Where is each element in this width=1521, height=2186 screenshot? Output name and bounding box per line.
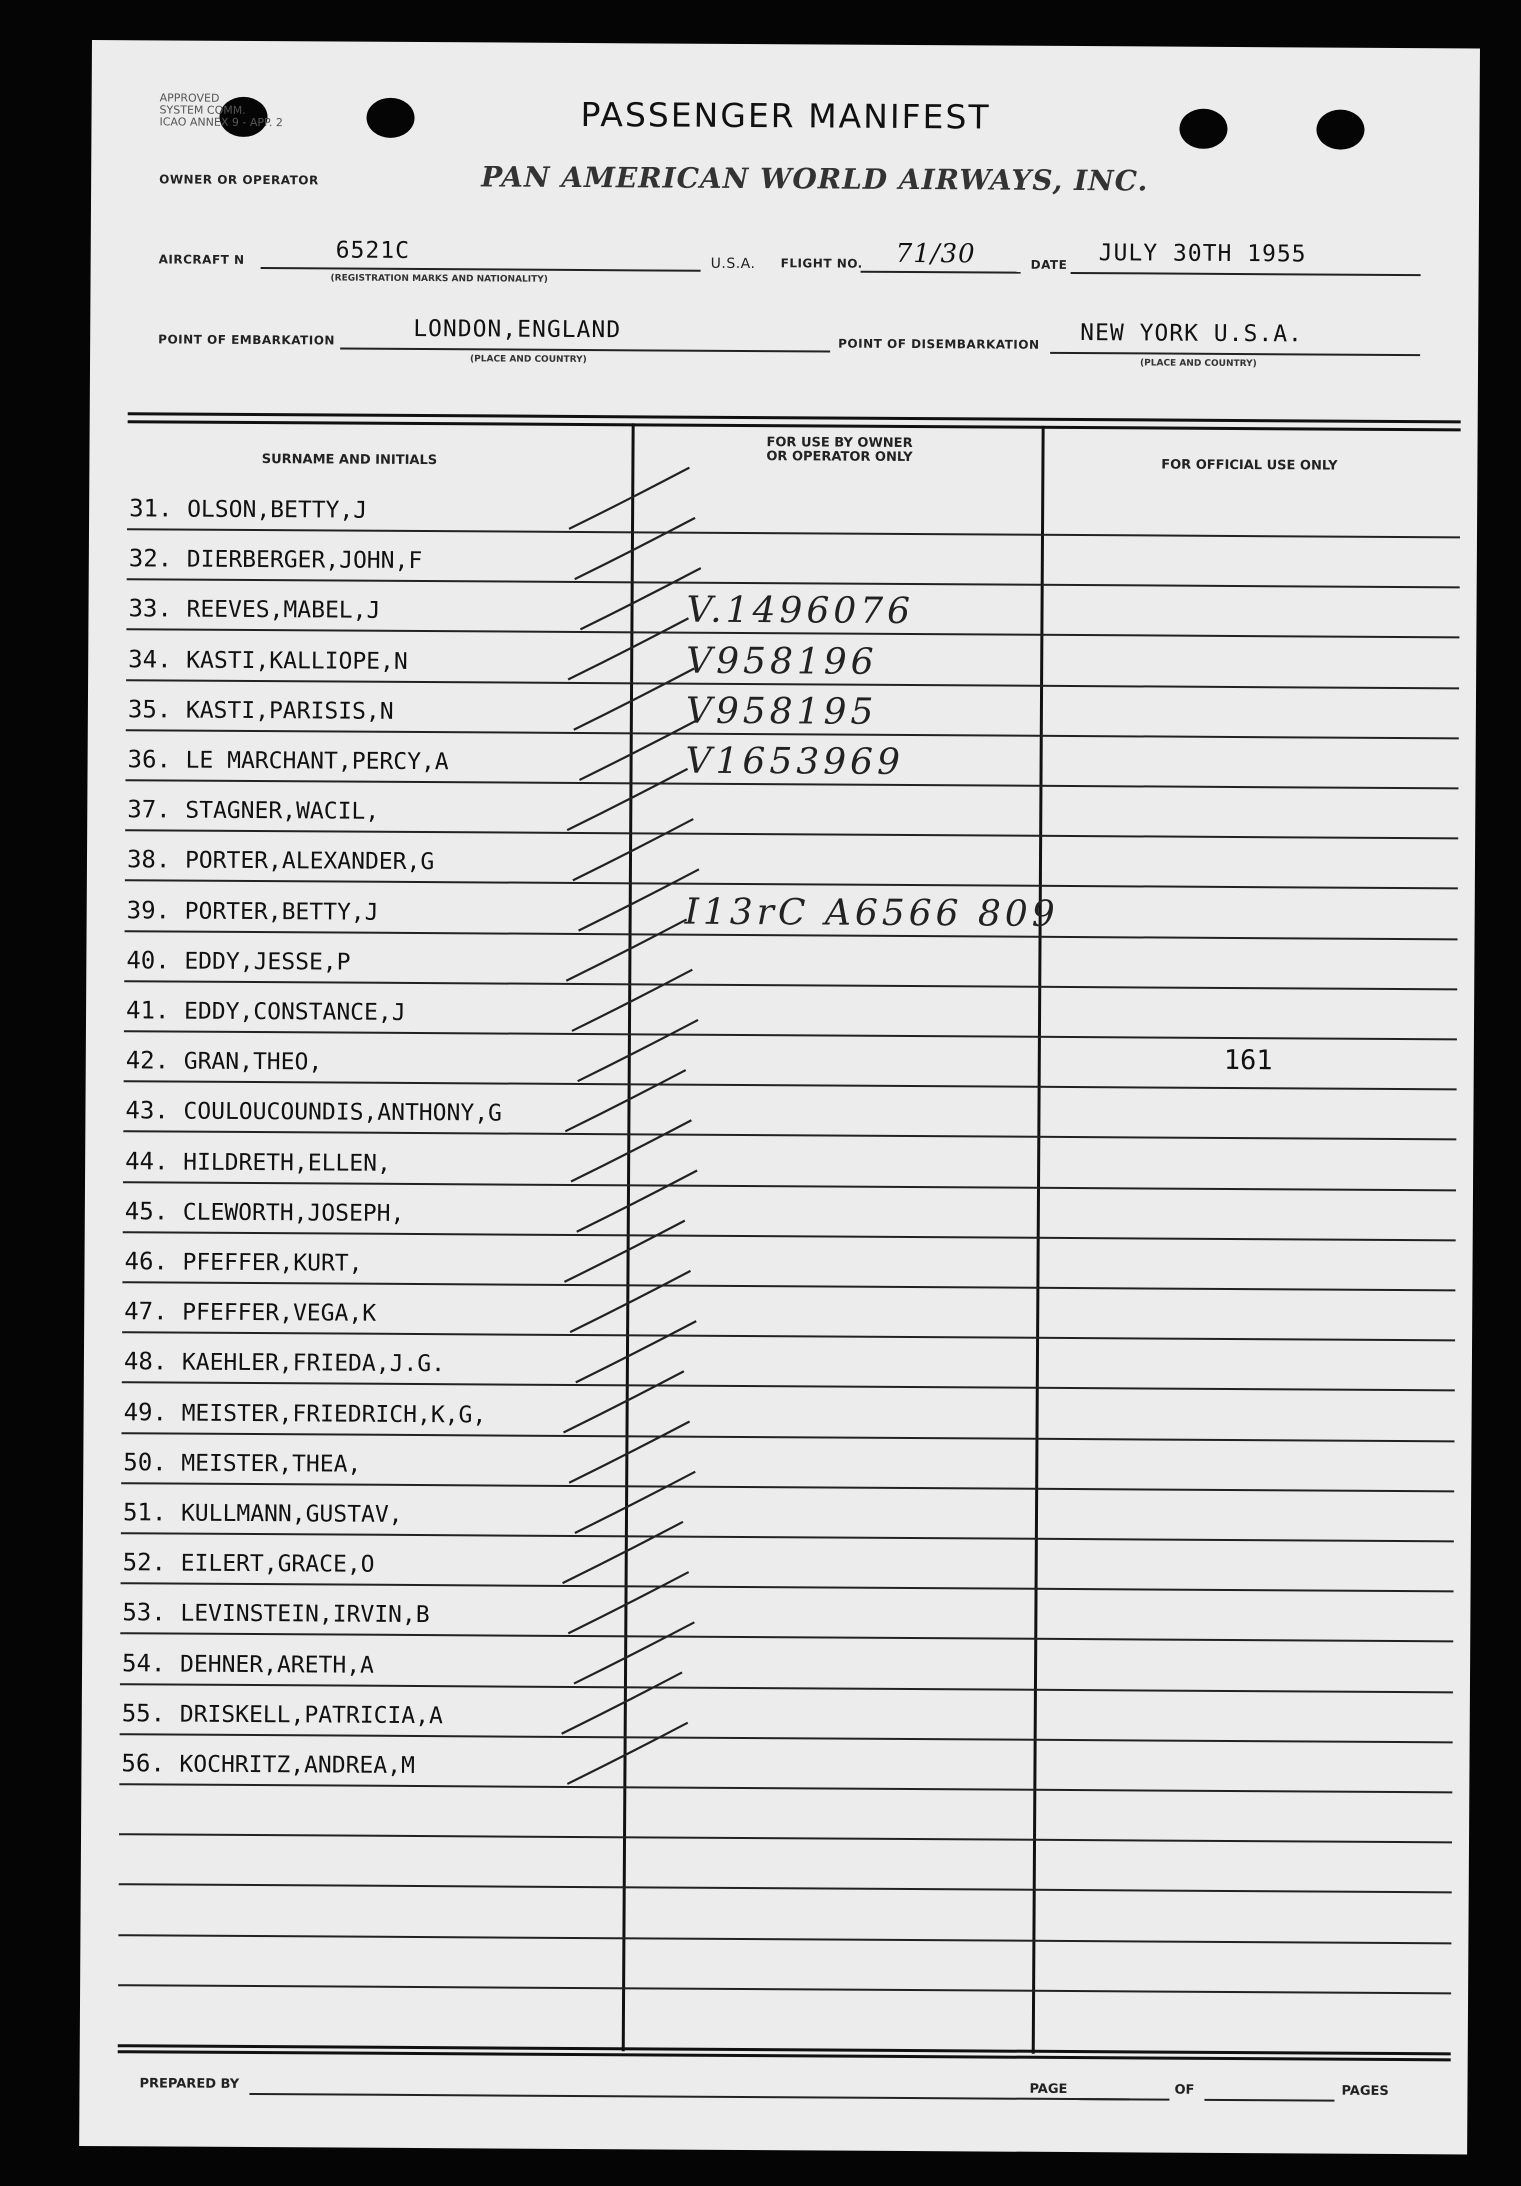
passenger-number: 32. <box>128 544 173 573</box>
passenger-number: 47. <box>124 1297 168 1326</box>
check-mark <box>573 818 693 881</box>
of-label: OF <box>1174 2082 1195 2098</box>
passenger-number: 37. <box>127 795 171 824</box>
passport-number: V1653969 <box>685 740 905 783</box>
passport-number: V958195 <box>685 690 878 733</box>
passenger-name: LEVINSTEIN,IRVIN,B <box>180 1600 430 1629</box>
passport-number: V958196 <box>686 640 878 683</box>
passenger-name: LE MARCHANT,PERCY,A <box>185 747 449 776</box>
passenger-name: CLEWORTH,JOSEPH, <box>182 1199 405 1227</box>
passenger-number: 44. <box>125 1146 169 1176</box>
passenger-number: 48. <box>123 1347 168 1376</box>
passenger-name: KOCHRITZ,ANDREA,M <box>179 1751 415 1780</box>
passenger-name: EDDY,JESSE,P <box>184 948 351 976</box>
passport-number: I13rC A6566 809 <box>684 891 1059 935</box>
disembarkation-label: POINT OF DISEMBARKATION <box>838 336 1040 352</box>
approval-stamp: APPROVED SYSTEM COMM. ICAO ANNEX 9 - APP. 2 <box>159 91 283 130</box>
check-mark <box>567 1722 687 1785</box>
manifest-sheet <box>79 40 1480 2154</box>
passenger-number: 33. <box>128 594 172 623</box>
passenger-name: DEHNER,ARETH,A <box>180 1651 375 1679</box>
check-mark <box>569 467 689 530</box>
passenger-number: 43. <box>125 1096 169 1125</box>
disembarkation-sub-label: (PLACE AND COUNTRY) <box>1140 358 1257 370</box>
page-label: PAGE <box>1029 2081 1068 2097</box>
passenger-number: 38. <box>126 845 171 874</box>
owner-label: OWNER OR OPERATOR <box>159 172 319 188</box>
passenger-name: PORTER,ALEXANDER,G <box>184 847 435 876</box>
passenger-number: 50. <box>123 1448 167 1477</box>
passenger-number: 39. <box>126 895 171 925</box>
passenger-name: PFEFFER,KURT, <box>182 1249 363 1277</box>
passenger-name: COULOUCOUNDIS,ANTHONY,G <box>183 1098 503 1127</box>
passenger-name: PFEFFER,VEGA,K <box>182 1299 377 1327</box>
check-mark <box>571 1120 691 1183</box>
passenger-number: 52. <box>122 1548 167 1577</box>
passenger-number: 41. <box>125 996 170 1025</box>
passenger-name: REEVES,MABEL,J <box>186 596 381 625</box>
aircraft-label: AIRCRAFT N <box>158 252 245 267</box>
passenger-name: PORTER,BETTY,J <box>184 898 379 926</box>
passenger-name: KAEHLER,FRIEDA,J.G. <box>181 1349 446 1378</box>
aircraft-sub-label: (REGISTRATION MARKS AND NATIONALITY) <box>330 273 548 285</box>
pages-label: PAGES <box>1341 2083 1389 2099</box>
column-surname-header: SURNAME AND INITIALS <box>261 452 438 469</box>
passenger-name: STAGNER,WACIL, <box>185 797 380 825</box>
passenger-number: 55. <box>121 1699 166 1728</box>
passenger-name: MEISTER,FRIEDRICH,K,G, <box>181 1400 487 1429</box>
passenger-number: 49. <box>123 1397 168 1427</box>
check-mark <box>570 1270 690 1333</box>
passenger-number: 34. <box>128 644 172 674</box>
official-note: 161 <box>1223 1044 1273 1077</box>
embarkation-label: POINT OF EMBARKATION <box>158 332 336 348</box>
operator-name: PAN AMERICAN WORLD AIRWAYS, INC. <box>481 160 1149 198</box>
handwritten-check-marks <box>79 40 1480 2154</box>
passenger-name: GRAN,THEO, <box>183 1048 323 1076</box>
passenger-number: 31. <box>129 494 173 523</box>
passenger-name: DRISKELL,PATRICIA,A <box>179 1701 443 1729</box>
passenger-name: HILDRETH,ELLEN, <box>183 1149 391 1177</box>
embarkation-value: LONDON,ENGLAND <box>413 315 622 344</box>
prepared-by-label: PREPARED BY <box>139 2076 240 2092</box>
passenger-number: 40. <box>126 946 170 975</box>
usa-label: U.S.A. <box>710 255 756 273</box>
passenger-number: 36. <box>127 745 172 774</box>
check-mark <box>569 1421 689 1484</box>
disembarkation-value: NEW YORK U.S.A. <box>1080 320 1304 348</box>
passenger-name: EILERT,GRACE,O <box>180 1550 375 1578</box>
flight-label: FLIGHT NO. <box>780 256 863 271</box>
passenger-name: DIERBERGER,JOHN,F <box>186 546 423 575</box>
passenger-number: 51. <box>122 1498 167 1527</box>
passenger-number: 56. <box>121 1749 165 1778</box>
aircraft-value: 6521C <box>335 237 411 264</box>
column-owner-header: FOR USE BY OWNER OR OPERATOR ONLY <box>766 435 913 466</box>
date-label: DATE <box>1030 257 1068 272</box>
check-mark <box>572 969 692 1032</box>
column-official-header: FOR OFFICIAL USE ONLY <box>1161 457 1338 474</box>
check-mark <box>574 668 694 731</box>
passenger-number: 53. <box>122 1598 166 1627</box>
check-mark <box>568 1571 688 1634</box>
passenger-name: MEISTER,THEA, <box>181 1450 362 1478</box>
passenger-name: KASTI,PARISIS,N <box>185 697 394 725</box>
passenger-name: OLSON,BETTY,J <box>187 496 368 524</box>
passenger-name: KULLMANN,GUSTAV, <box>180 1500 403 1528</box>
passenger-name: KASTI,KALLIOPE,N <box>186 647 408 675</box>
embarkation-sub-label: (PLACE AND COUNTRY) <box>470 354 587 366</box>
page-title: PASSENGER MANIFEST <box>580 94 991 137</box>
passenger-number: 35. <box>127 695 172 724</box>
passport-number: V.1496076 <box>686 590 915 633</box>
passenger-name: EDDY,CONSTANCE,J <box>183 998 406 1026</box>
check-mark <box>575 517 695 580</box>
passenger-number: 42. <box>125 1046 170 1075</box>
passenger-number: 54. <box>122 1648 166 1678</box>
flight-value: 71/30 <box>895 238 976 270</box>
date-value: JULY 30TH 1955 <box>1098 240 1307 268</box>
passenger-number: 45. <box>124 1197 169 1226</box>
passenger-number: 46. <box>124 1247 168 1276</box>
